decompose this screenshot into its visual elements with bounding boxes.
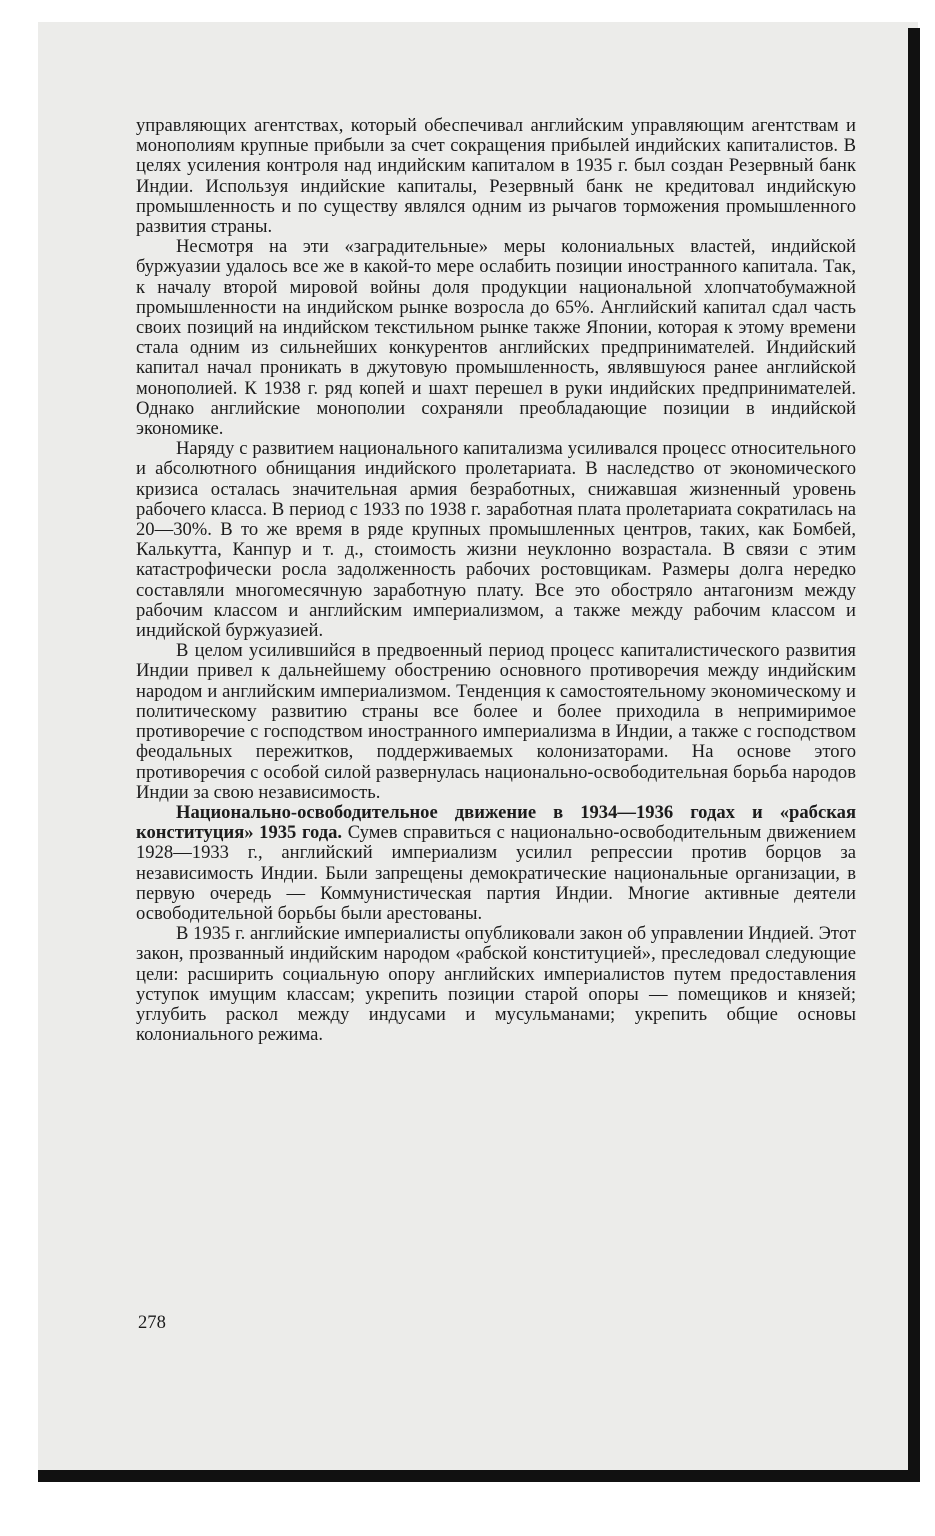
paragraph-5-text: Сумев справиться с национально-освободительным движением 1928—1933 г., английский империализм усилил репрессии против борцов за независимость Индии. Были запрещены демократические национальные организации, в первую очередь — Коммунистическая партия Индии. Многие активные деятели освободительной борьбы были арестованы. [136,822,856,924]
paragraph-2: Несмотря на эти «заградительные» меры колониальных властей, индийской буржуазии удалось все же в какой-то мере ослабить позиции иностранного капитала. Так, к началу второй мировой войны доля продукции национальной хлопчатобумажной промышленности на индийском рынке возросла до 65%. Английский капитал сдал часть своих позиций на индийском текстильном рынке также Японии, которая к этому времени стала одним из сильнейших конкурентов английских предпринимателей. Индийский капитал начал проникать в джутовую промышленность, являвшуюся ранее английской монополией. К 1938 г. ряд копей и шахт перешел в руки индийских предпринимателей. Однако английские монополии сохраняли преобладающие позиции в индийской экономике. [136,236,856,440]
paragraph-3: Наряду с развитием национального капитализма усиливался процесс относительного и абсолютного обнищания индийского пролетариата. В наследство от экономического кризиса осталась значительная армия безработных, снижавшая жизненный уровень рабочего класса. В период с 1933 по 1938 г. заработная плата пролетариата сократилась на 20—30%. В то же время в ряде крупных промышленных центров, таких, как Бомбей, Калькутта, Канпур и т. д., стоимость жизни неуклонно возрастала. В связи с этим катастрофически росла задолженность рабочих ростовщикам. Размеры долга нередко составляли многомесячную заработную плату. Все это обостряло антагонизм между рабочим классом и английским империализмом, а также между рабочим классом и индийской буржуазией. [136,438,856,642]
scan-edge-bottom [38,1470,920,1482]
page-number: 278 [138,1312,166,1333]
page-body [136,116,856,1045]
paragraph-1: управляющих агентствах, который обеспечивал английским управляющим агентствам и монополиям крупные прибыли за счет сокращения прибылей индийских капиталистов. В целях усиления контроля над индийским капиталом в 1935 г. был создан Резервный банк Индии. Используя индийские капиталы, Резервный банк не кредитовал индийскую промышленность и по существу являлся одним из рычагов торможения промышленного развития страны. [136,115,856,238]
scan-edge-right [908,28,920,1480]
paragraph-6: В 1935 г. английские империалисты опубликовали закон об управлении Индией. Этот закон, прозванный индийским народом «рабской конституцией», преследовал следующие цели: расширить социальную опору английских империалистов путем предоставления уступок имущим классам; укрепить позиции старой опоры — помещиков и князей; углубить раскол между индусами и мусульманами; укрепить общие основы колониального режима. [136,923,856,1046]
section-heading: Национально-освободительное движение в 1934—1936 годах и «рабская конституция» 1935 года. [136,801,856,844]
paragraph-5 [136,803,856,924]
paragraph-4: В целом усилившийся в предвоенный период процесс капиталистического развития Индии привел к дальнейшему обострению основного противоречия между индийским народом и английским империализмом. Тенденция к самостоятельному экономическому и политическому развитию страны все более и более приходила в непримиримое противоречие с господством иностранного империализма в Индии, а также с господством феодальных пережитков, поддерживаемых колонизаторами. На основе этого противоречия с особой силой развернулась национально-освободительная борьба народов Индии за свою независимость. [136,640,856,803]
